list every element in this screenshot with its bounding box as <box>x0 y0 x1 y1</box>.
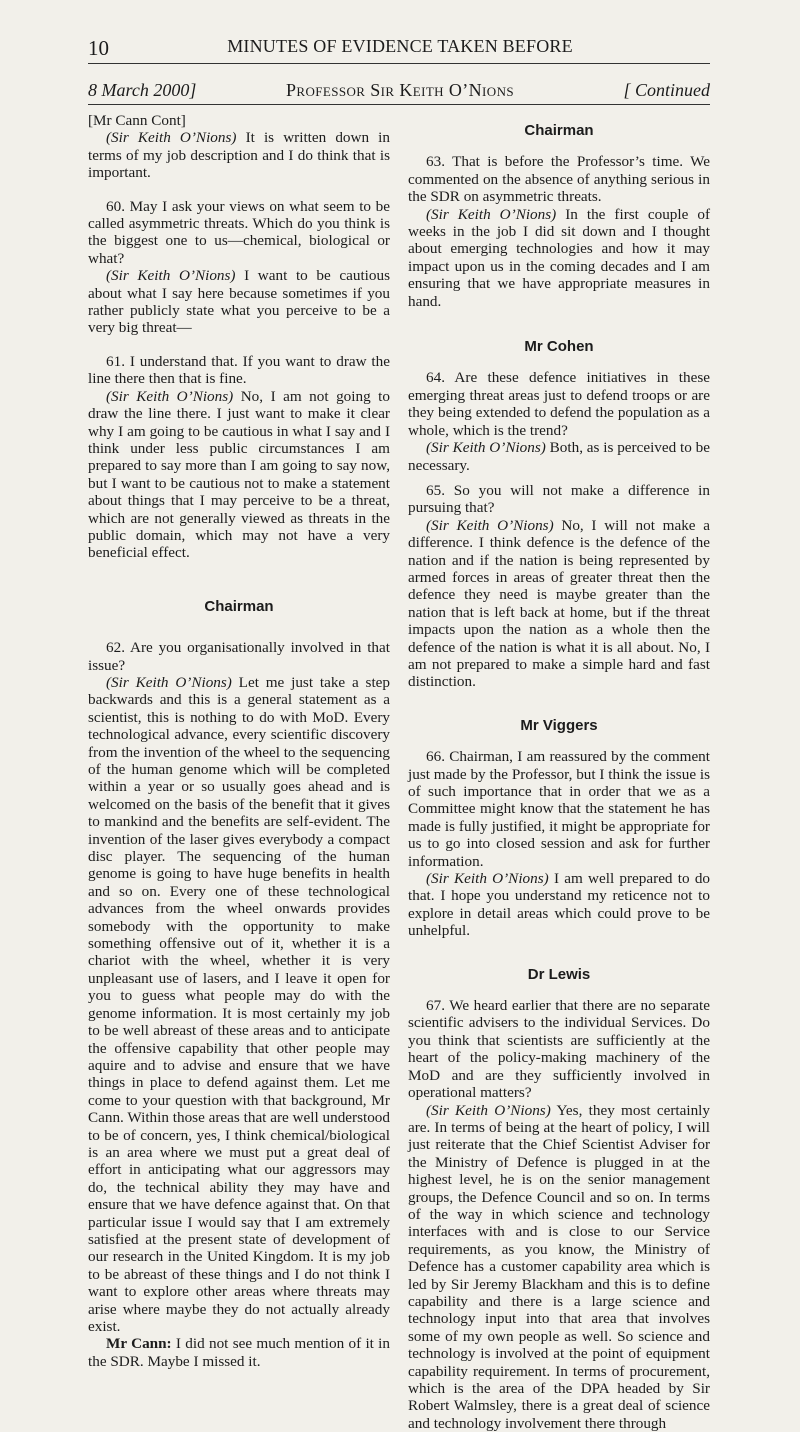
answer-59: (Sir Keith O’Nions) It is written down in terms of my job description and I do think that is important. <box>88 129 390 181</box>
witness-tag: (Sir Keith O’Nions) <box>426 517 554 534</box>
answer-66: (Sir Keith O’Nions) I am well prepared to do that. I hope you understand my reticence not to explore in detail areas which could prove to be unhelpful. <box>408 870 710 940</box>
witness-tag: (Sir Keith O’Nions) <box>106 674 232 691</box>
header-date: 8 March 2000] <box>88 80 196 101</box>
speaker-tag: Mr Cann: <box>106 1335 172 1352</box>
question-65: 65. So you will not make a difference in pursuing that? <box>408 482 710 517</box>
answer-65: (Sir Keith O’Nions) No, I will not make a difference. I think defence is the defence of the nation and if the nation is being represented by armed forces in areas of greater threat then the defence they need is maybe greater than the nation that is left back at home, but if the threat impacts upon the nation as a whole then the defence of the nation is what it is all about. No, I am not prepared to make a simple hard and fast distinction. <box>408 517 710 691</box>
answer-67: (Sir Keith O’Nions) Yes, they most certainly are. In terms of being at the heart of policy, I will just reiterate that the Chief Scientist Adviser for the Ministry of Defence is plugged in at the highest level, he is on the senior management groups, the Defence Council and so on. In terms of the way in which science and technology interfaces with and is close to our Service requirements, as you know, the Ministry of Defence has a customer capability area which is led by Sir Jeremy Blackham and this is to define capability and there is a large science and technology input into that area that involves some of my own people as well. So science and technology is involved at the point of equipment capability requirement. In terms of procurement, which is the area of the DPA headed by Sir Robert Walmsley, there is a great deal of science and technology involvement there through <box>408 1102 710 1432</box>
witness-tag: (Sir Keith O’Nions) <box>426 439 546 456</box>
top-rule <box>88 63 710 64</box>
witness-tag: (Sir Keith O’Nions) <box>106 129 236 146</box>
question-66: 66. Chairman, I am reassured by the comment just made by the Professor, but I think the issue is of such importance that in order that we as a Committee might know that the statement he has made is fully justified, it might be appropriate for us to go into closed session and ask for further information. <box>408 748 710 870</box>
witness-tag: (Sir Keith O’Nions) <box>426 1102 551 1119</box>
page-number: 10 <box>88 36 109 61</box>
speaker-heading-chairman: Chairman <box>88 598 390 615</box>
speaker-heading-cohen: Mr Cohen <box>408 338 710 355</box>
answer-64: (Sir Keith O’Nions) Both, as is perceived to be necessary. <box>408 439 710 474</box>
question-64: 64. Are these defence initiatives in these emerging threat areas just to defend troops or are they being extended to defend the population as a whole, which is the trend? <box>408 369 710 439</box>
answer-63: (Sir Keith O’Nions) In the first couple of weeks in the job I did sit down and I thought about emerging technologies and how it may impact upon us in the coming decades and I am ensuring that we have appropriate measures in hand. <box>408 206 710 310</box>
running-title: MINUTES OF EVIDENCE TAKEN BEFORE <box>0 36 800 57</box>
question-63: 63. That is before the Professor’s time. We commented on the absence of anything serious in the SDR on asymmetric threats. <box>408 153 710 205</box>
left-column <box>88 112 390 1370</box>
answer-62: (Sir Keith O’Nions) Let me just take a step backwards and this is a general statement as a scientist, this is nothing to do with MoD. Every technological advance, every scientific discovery from the invention of the wheel to the sequencing of the human genome which will be completed within a year or so usually goes ahead and is welcomed on the basis of the benefit that it gives to mankind and the benefits are self-evident. The invention of the laser gives everybody a compact disc player. The sequencing of the human genome is going to have huge benefits in health and so on. Every one of these technological advances from the wheel onwards provides somebody with the opportunity to make something offensive out of it, whether it is a chariot with the wheel, whether it is very unpleasant use of lasers, and I leave it open for you to guess what people may do with the genome information. It is most certainly my job to be well abreast of these areas and to anticipate the offensive capability that other people may aquire and to advise and ensure that we have things in place to defend against them. Let me come to your question with that background, Mr Cann. Within those areas that are well understood to be of concern, yes, I think chemical/biological is an area where we must put a great deal of effort in anticipating what our aggressors may do, the technical ability they may have and ensure that we have defence against that. On that particular issue I would say that I am extremely satisfied at the present state of development of our research in the United Kingdom. It is my job to be abreast of these things and I do not think I want to explore other areas where threats may arise where maybe they do not actually already exist. <box>88 674 390 1335</box>
witness-tag: (Sir Keith O’Nions) <box>426 870 549 887</box>
witness-tag: (Sir Keith O’Nions) <box>106 388 233 405</box>
question-67: 67. We heard earlier that there are no separate scientific advisers to the individual Services. Do you think that scientists are sufficiently at the heart of the policy-making machinery of the MoD and are they sufficiently involved in operational matters? <box>408 997 710 1101</box>
speaker-heading-chairman-2: Chairman <box>408 122 710 139</box>
answer-60: (Sir Keith O’Nions) I want to be cautious about what I say here because sometimes if you rather publicly state what you perceive to be a very big threat— <box>88 267 390 337</box>
continued-label: [ Continued <box>623 80 710 101</box>
question-60: 60. May I ask your views on what seem to be called asymmetric threats. Which do you think is the biggest one to us—chemical, biological or what? <box>88 198 390 268</box>
speaker-heading-lewis: Dr Lewis <box>408 966 710 983</box>
witness-name: Professor Sir Keith O’Nions <box>0 80 800 101</box>
speaker-heading-viggers: Mr Viggers <box>408 717 710 734</box>
question-61: 61. I understand that. If you want to draw the line there then that is fine. <box>88 353 390 388</box>
speaker-continued: [Mr Cann Cont] <box>88 112 390 129</box>
right-column <box>408 122 710 1432</box>
witness-tag: (Sir Keith O’Nions) <box>426 206 556 223</box>
header-rule <box>88 104 710 105</box>
mr-cann-remark: Mr Cann: I did not see much mention of it in the SDR. Maybe I missed it. <box>88 1335 390 1370</box>
question-62: 62. Are you organisationally involved in that issue? <box>88 639 390 674</box>
witness-tag: (Sir Keith O’Nions) <box>106 267 235 284</box>
answer-61: (Sir Keith O’Nions) No, I am not going to draw the line there. I just want to make it clear why I am going to be cautious in what I say and I think under less public circumstances I am prepared to say more than I am going to say now, but I want to be cautious not to make a statement about things that I may perceive to be a threat, which are not generally viewed as threats in the public domain, which may not have a very beneficial effect. <box>88 388 390 562</box>
